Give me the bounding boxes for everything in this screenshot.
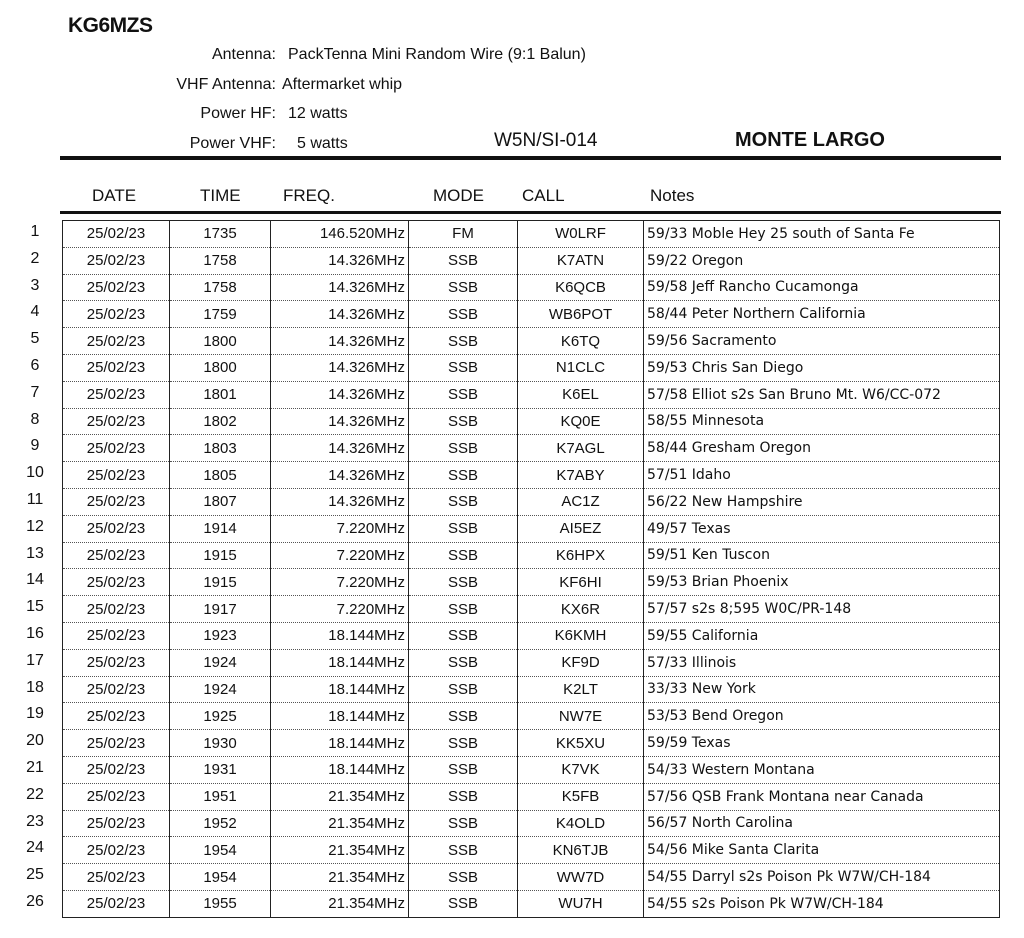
cell-mode: SSB [409, 810, 518, 837]
row-number: 12 [26, 517, 44, 535]
cell-call: NW7E [518, 703, 644, 730]
cell-date: 25/02/23 [63, 569, 170, 596]
table-row [63, 247, 1000, 274]
row-number: 10 [26, 464, 44, 482]
cell-call: K6EL [518, 381, 644, 408]
cell-notes: 33/33 New York [644, 676, 1000, 703]
cell-date: 25/02/23 [63, 247, 170, 274]
summit-name: MONTE LARGO [735, 129, 885, 151]
cell-notes: 58/55 Minnesota [644, 408, 1000, 435]
summit-reference: W5N/SI-014 [494, 130, 598, 151]
row-number: 8 [30, 410, 40, 428]
cell-time: 1923 [170, 622, 271, 649]
cell-date: 25/02/23 [63, 354, 170, 381]
cell-date: 25/02/23 [63, 622, 170, 649]
cell-notes: 57/58 Elliot s2s San Bruno Mt. W6/CC-072 [644, 381, 1000, 408]
cell-call: N1CLC [518, 354, 644, 381]
cell-call: W0LRF [518, 221, 644, 248]
cell-mode: SSB [409, 408, 518, 435]
cell-notes: 56/57 North Carolina [644, 810, 1000, 837]
cell-mode: FM [409, 221, 518, 248]
power-vhf-value: 5 watts [297, 135, 348, 152]
cell-freq: 21.354MHz [271, 864, 409, 891]
cell-mode: SSB [409, 515, 518, 542]
cell-call: K7VK [518, 756, 644, 783]
cell-date: 25/02/23 [63, 703, 170, 730]
table-row [63, 864, 1000, 891]
vhf-antenna-value: Aftermarket whip [282, 76, 403, 93]
cell-freq: 7.220MHz [271, 515, 409, 542]
cell-notes: 58/44 Gresham Oregon [644, 435, 1000, 462]
cell-freq: 14.326MHz [271, 301, 409, 328]
row-number: 4 [30, 303, 40, 321]
cell-notes: 59/22 Oregon [644, 247, 1000, 274]
operator-callsign: KG6MZS [68, 14, 153, 37]
cell-freq: 18.144MHz [271, 730, 409, 757]
cell-time: 1931 [170, 756, 271, 783]
cell-mode: SSB [409, 435, 518, 462]
cell-time: 1807 [170, 488, 271, 515]
cell-call: AI5EZ [518, 515, 644, 542]
cell-notes: 57/51 Idaho [644, 462, 1000, 489]
table-row [63, 301, 1000, 328]
cell-call: AC1Z [518, 488, 644, 515]
cell-mode: SSB [409, 864, 518, 891]
cell-date: 25/02/23 [63, 756, 170, 783]
table-row [63, 515, 1000, 542]
cell-date: 25/02/23 [63, 649, 170, 676]
cell-date: 25/02/23 [63, 810, 170, 837]
cell-notes: 54/56 Mike Santa Clarita [644, 837, 1000, 864]
table-row [63, 649, 1000, 676]
cell-notes: 59/53 Chris San Diego [644, 354, 1000, 381]
row-number: 23 [26, 812, 44, 830]
cell-time: 1930 [170, 730, 271, 757]
table-row [63, 354, 1000, 381]
cell-notes: 58/44 Peter Northern California [644, 301, 1000, 328]
cell-mode: SSB [409, 381, 518, 408]
cell-call: WW7D [518, 864, 644, 891]
table-row [63, 676, 1000, 703]
cell-notes: 59/59 Texas [644, 730, 1000, 757]
table-row [63, 703, 1000, 730]
cell-notes: 57/33 Illinois [644, 649, 1000, 676]
cell-notes: 56/22 New Hampshire [644, 488, 1000, 515]
cell-mode: SSB [409, 247, 518, 274]
row-number: 7 [30, 383, 40, 401]
cell-freq: 14.326MHz [271, 274, 409, 301]
cell-notes: 59/55 California [644, 622, 1000, 649]
cell-time: 1955 [170, 890, 271, 917]
cell-notes: 59/56 Sacramento [644, 328, 1000, 355]
cell-mode: SSB [409, 301, 518, 328]
cell-freq: 21.354MHz [271, 837, 409, 864]
cell-notes: 57/57 s2s 8;595 W0C/PR-148 [644, 596, 1000, 623]
cell-time: 1924 [170, 676, 271, 703]
cell-time: 1802 [170, 408, 271, 435]
cell-mode: SSB [409, 756, 518, 783]
cell-date: 25/02/23 [63, 864, 170, 891]
table-row [63, 488, 1000, 515]
cell-date: 25/02/23 [63, 783, 170, 810]
cell-mode: SSB [409, 569, 518, 596]
table-row [63, 542, 1000, 569]
cell-notes: 59/51 Ken Tuscon [644, 542, 1000, 569]
cell-time: 1925 [170, 703, 271, 730]
table-row [63, 435, 1000, 462]
cell-date: 25/02/23 [63, 221, 170, 248]
table-row [63, 890, 1000, 917]
table-row [63, 221, 1000, 248]
cell-notes: 59/33 Moble Hey 25 south of Santa Fe [644, 221, 1000, 248]
cell-date: 25/02/23 [63, 676, 170, 703]
column-header-divider [60, 211, 1001, 214]
cell-mode: SSB [409, 730, 518, 757]
cell-date: 25/02/23 [63, 435, 170, 462]
cell-mode: SSB [409, 622, 518, 649]
cell-freq: 18.144MHz [271, 622, 409, 649]
row-number: 11 [26, 491, 44, 508]
cell-time: 1803 [170, 435, 271, 462]
row-number: 5 [30, 330, 40, 348]
cell-notes: 54/33 Western Montana [644, 756, 1000, 783]
cell-time: 1759 [170, 301, 271, 328]
cell-mode: SSB [409, 596, 518, 623]
cell-freq: 18.144MHz [271, 649, 409, 676]
cell-call: K6HPX [518, 542, 644, 569]
cell-time: 1801 [170, 381, 271, 408]
cell-call: KF9D [518, 649, 644, 676]
cell-call: WB6POT [518, 301, 644, 328]
cell-date: 25/02/23 [63, 730, 170, 757]
cell-call: KK5XU [518, 730, 644, 757]
cell-freq: 14.326MHz [271, 354, 409, 381]
cell-date: 25/02/23 [63, 274, 170, 301]
cell-time: 1951 [170, 783, 271, 810]
col-date: DATE [92, 186, 137, 205]
cell-date: 25/02/23 [63, 515, 170, 542]
cell-mode: SSB [409, 462, 518, 489]
cell-time: 1915 [170, 569, 271, 596]
cell-time: 1954 [170, 837, 271, 864]
cell-mode: SSB [409, 354, 518, 381]
cell-freq: 18.144MHz [271, 703, 409, 730]
table-row [63, 730, 1000, 757]
qso-log-table [62, 220, 1000, 918]
cell-time: 1805 [170, 462, 271, 489]
cell-notes: 53/53 Bend Oregon [644, 703, 1000, 730]
cell-notes: 57/56 QSB Frank Montana near Canada [644, 783, 1000, 810]
cell-freq: 7.220MHz [271, 542, 409, 569]
table-row [63, 274, 1000, 301]
cell-call: K5FB [518, 783, 644, 810]
cell-date: 25/02/23 [63, 890, 170, 917]
cell-call: K6QCB [518, 274, 644, 301]
cell-time: 1735 [170, 221, 271, 248]
cell-mode: SSB [409, 676, 518, 703]
cell-time: 1914 [170, 515, 271, 542]
cell-call: WU7H [518, 890, 644, 917]
cell-date: 25/02/23 [63, 542, 170, 569]
row-number: 6 [30, 357, 40, 374]
row-number: 14 [26, 571, 44, 589]
cell-mode: SSB [409, 274, 518, 301]
cell-time: 1915 [170, 542, 271, 569]
row-number: 3 [30, 276, 40, 294]
cell-time: 1917 [170, 596, 271, 623]
table-row [63, 328, 1000, 355]
col-notes: Notes [650, 186, 695, 205]
table-row [63, 569, 1000, 596]
row-number: 2 [30, 249, 40, 267]
cell-freq: 21.354MHz [271, 783, 409, 810]
cell-freq: 14.326MHz [271, 488, 409, 515]
cell-date: 25/02/23 [63, 408, 170, 435]
cell-freq: 14.326MHz [271, 435, 409, 462]
cell-freq: 21.354MHz [271, 810, 409, 837]
cell-call: K6KMH [518, 622, 644, 649]
cell-call: KQ0E [518, 408, 644, 435]
table-row [63, 810, 1000, 837]
row-number: 22 [26, 785, 44, 803]
row-number: 19 [26, 705, 44, 723]
cell-notes: 49/57 Texas [644, 515, 1000, 542]
table-row [63, 462, 1000, 489]
table-row [63, 408, 1000, 435]
table-row [63, 622, 1000, 649]
row-number: 18 [26, 678, 44, 696]
col-freq: FREQ. [283, 186, 335, 205]
cell-mode: SSB [409, 783, 518, 810]
cell-call: K7ABY [518, 462, 644, 489]
col-call: CALL [522, 186, 565, 205]
power-vhf-label: Power VHF: [189, 135, 276, 152]
cell-notes: 59/53 Brian Phoenix [644, 569, 1000, 596]
row-number: 1 [30, 223, 40, 240]
table-row [63, 756, 1000, 783]
row-number: 24 [26, 839, 44, 857]
cell-date: 25/02/23 [63, 381, 170, 408]
cell-call: KN6TJB [518, 837, 644, 864]
cell-freq: 18.144MHz [271, 676, 409, 703]
vhf-antenna-label: VHF Antenna: [176, 76, 276, 93]
col-mode: MODE [433, 186, 484, 205]
cell-time: 1800 [170, 328, 271, 355]
cell-mode: SSB [409, 703, 518, 730]
cell-call: K7AGL [518, 435, 644, 462]
cell-mode: SSB [409, 837, 518, 864]
table-row [63, 837, 1000, 864]
cell-call: KF6HI [518, 569, 644, 596]
row-number: 25 [26, 866, 44, 884]
cell-call: K6TQ [518, 328, 644, 355]
power-hf-value: 12 watts [288, 105, 348, 122]
cell-time: 1952 [170, 810, 271, 837]
cell-freq: 7.220MHz [271, 569, 409, 596]
cell-freq: 21.354MHz [271, 890, 409, 917]
cell-mode: SSB [409, 542, 518, 569]
antenna-value: PackTenna Mini Random Wire (9:1 Balun) [288, 46, 586, 63]
cell-notes: 54/55 s2s Poison Pk W7W/CH-184 [644, 890, 1000, 917]
row-number: 26 [26, 893, 44, 910]
cell-freq: 14.326MHz [271, 247, 409, 274]
row-number: 21 [26, 759, 44, 776]
header-divider [60, 156, 1001, 160]
cell-call: KX6R [518, 596, 644, 623]
cell-freq: 18.144MHz [271, 756, 409, 783]
cell-time: 1924 [170, 649, 271, 676]
cell-mode: SSB [409, 488, 518, 515]
cell-call: K4OLD [518, 810, 644, 837]
col-time: TIME [200, 186, 241, 205]
row-number: 17 [26, 651, 44, 669]
cell-date: 25/02/23 [63, 837, 170, 864]
row-number: 13 [26, 544, 44, 562]
cell-freq: 14.326MHz [271, 381, 409, 408]
cell-date: 25/02/23 [63, 328, 170, 355]
cell-time: 1954 [170, 864, 271, 891]
cell-call: K7ATN [518, 247, 644, 274]
table-row [63, 596, 1000, 623]
power-hf-label: Power HF: [200, 105, 276, 122]
cell-date: 25/02/23 [63, 301, 170, 328]
table-row [63, 783, 1000, 810]
cell-freq: 14.326MHz [271, 408, 409, 435]
cell-time: 1800 [170, 354, 271, 381]
cell-time: 1758 [170, 247, 271, 274]
cell-notes: 59/58 Jeff Rancho Cucamonga [644, 274, 1000, 301]
antenna-label: Antenna: [211, 46, 276, 63]
row-number: 15 [26, 598, 44, 616]
cell-mode: SSB [409, 328, 518, 355]
cell-date: 25/02/23 [63, 488, 170, 515]
cell-mode: SSB [409, 890, 518, 917]
row-number: 16 [26, 625, 44, 642]
cell-freq: 7.220MHz [271, 596, 409, 623]
cell-freq: 14.326MHz [271, 328, 409, 355]
table-row [63, 381, 1000, 408]
cell-mode: SSB [409, 649, 518, 676]
cell-date: 25/02/23 [63, 596, 170, 623]
cell-notes: 54/55 Darryl s2s Poison Pk W7W/CH-184 [644, 864, 1000, 891]
cell-time: 1758 [170, 274, 271, 301]
cell-call: K2LT [518, 676, 644, 703]
cell-date: 25/02/23 [63, 462, 170, 489]
cell-freq: 146.520MHz [271, 221, 409, 248]
row-number: 9 [30, 437, 40, 455]
cell-freq: 14.326MHz [271, 462, 409, 489]
row-number: 20 [26, 732, 44, 750]
